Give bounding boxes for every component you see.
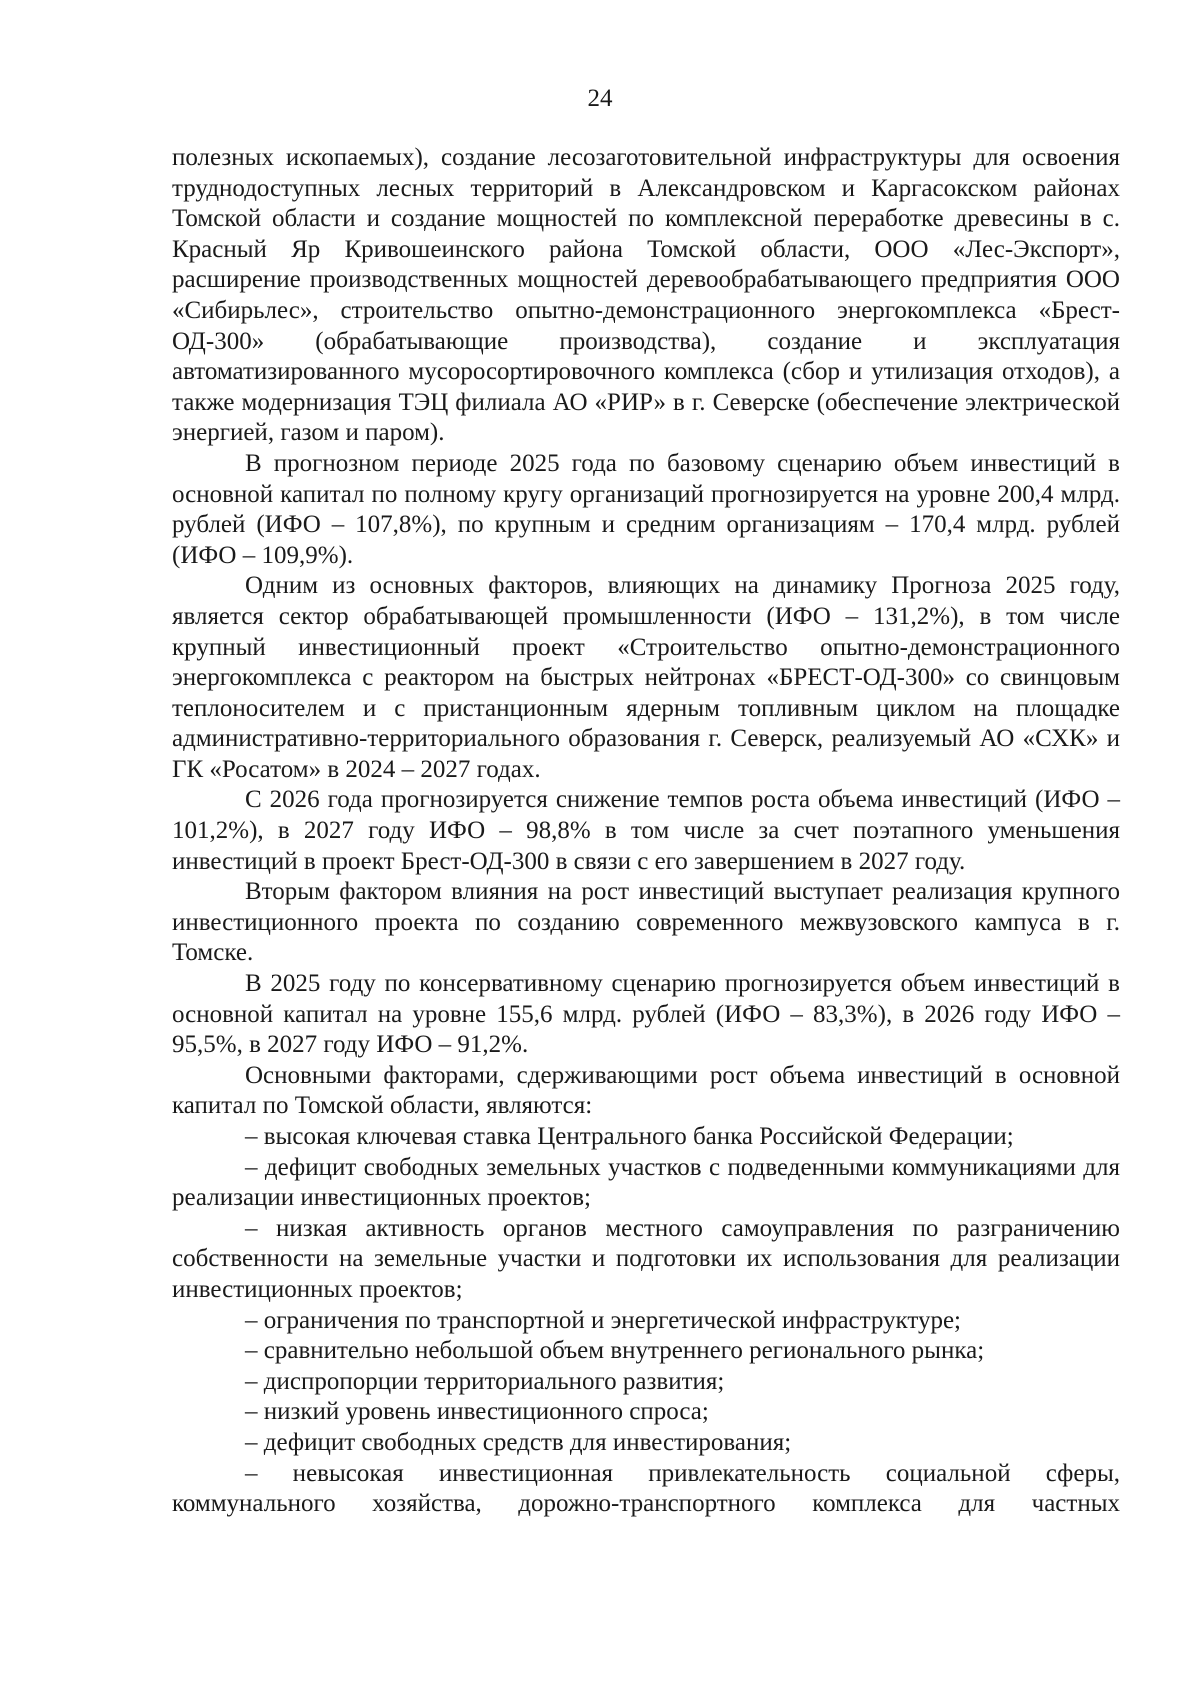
list-item: – дефицит свободных земельных участков с подведенными коммуникациями для реализации инвестиционных проектов; xyxy=(172,1153,1120,1212)
list-item: – сравнительно небольшой объем внутреннего регионального рынка; xyxy=(245,1337,985,1365)
list-item: – диспропорции территориального развития; xyxy=(245,1367,725,1395)
paragraph: Вторым фактором влияния на рост инвестиций выступает реализация крупного инвестиционного проекта по созданию современного межвузовского кампуса в г. Томске. xyxy=(172,878,1120,967)
list-item: – ограничения по транспортной и энергетической инфраструктуре; xyxy=(245,1306,962,1334)
list-item: – невысокая инвестиционная привлекательность социальной сферы, коммунального хозяйства, дорожно-транспортного комплекса для частных xyxy=(172,1459,1120,1518)
list-item: – дефицит свободных средств для инвестирования; xyxy=(245,1428,792,1456)
list-item: – низкий уровень инвестиционного спроса; xyxy=(245,1398,709,1426)
paragraph: В 2025 году по консервативному сценарию прогнозируется объем инвестиций в основной капитал на уровне 155,6 млрд. рублей (ИФО – 83,3%), в 2026 году ИФО – 95,5%, в 2027 году ИФО – 91,2%. xyxy=(172,970,1120,1059)
list-item: – низкая активность органов местного самоуправления по разграничению собственности на земельные участки и подготовки их использования для реализации инвестиционных проектов; xyxy=(172,1214,1120,1303)
paragraph: полезных ископаемых), создание лесозаготовительной инфраструктуры для освоения труднодоступных лесных территорий в Александровском и Каргасокском районах Томской области и создание мощностей по комплексной переработке древесины в с. Красный Яр Кривошеинского района Томской области, ООО «Лес-Экспорт», расширение производственных мощностей деревообрабатывающего предприятия ООО «Сибирьлес», строительство опытно-демонстрационного энергокомплекса «Брест-ОД-300» (обрабатывающие производства), создание и эксплуатация автоматизированного мусоросортировочного комплекса (сбор и утилизация отходов), а также модернизация ТЭЦ филиала АО «РИР» в г. Северске (обеспечение электрической энергией, газом и паром). xyxy=(172,144,1120,447)
paragraph: С 2026 года прогнозируется снижение темпов роста объема инвестиций (ИФО – 101,2%), в 2027 году ИФО – 98,8% в том числе за счет поэтапного уменьшения инвестиций в проект Брест-ОД-300 в связи с его завершением в 2027 году. xyxy=(172,786,1120,875)
page-number: 24 xyxy=(587,85,613,112)
list-item: – высокая ключевая ставка Центрального банка Российской Федерации; xyxy=(245,1123,1014,1150)
document-body xyxy=(172,143,1120,1520)
paragraph: Основными факторами, сдерживающими рост объема инвестиций в основной капитал по Томской области, являются: xyxy=(172,1061,1120,1120)
paragraph: Одним из основных факторов, влияющих на динамику Прогноза 2025 году, является сектор обрабатывающей промышленности (ИФО – 131,2%), в том числе крупный инвестиционный проект «Строительство опытно-демонстрационного энергокомплекса с реактором на быстрых нейтронах «БРЕСТ-ОД-300» со свинцовым теплоносителем и с пристанционным ядерным топливным циклом на площадке административно-территориального образования г. Северск, реализуемый АО «СХК» и ГК «Росатом» в 2024 – 2027 годах. xyxy=(172,572,1120,783)
paragraph: В прогнозном периоде 2025 года по базовому сценарию объем инвестиций в основной капитал по полному кругу организаций прогнозируется на уровне 200,4 млрд. рублей (ИФО – 107,8%), по крупным и средним организациям – 170,4 млрд. рублей (ИФО – 109,9%). xyxy=(172,449,1120,569)
